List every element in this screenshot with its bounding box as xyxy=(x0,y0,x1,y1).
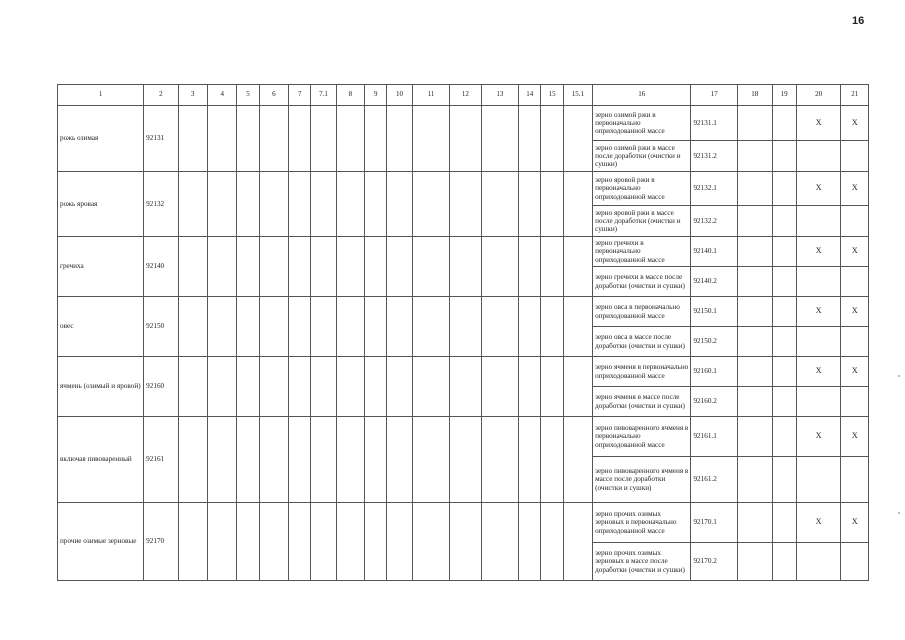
column-header: 18 xyxy=(738,85,772,106)
empty-cell xyxy=(208,503,237,581)
mark-cell-21: X xyxy=(841,297,869,327)
empty-cell xyxy=(738,297,772,327)
mark-cell-21 xyxy=(841,327,869,357)
column-header: 7.1 xyxy=(311,85,336,106)
empty-cell xyxy=(178,417,207,503)
empty-cell xyxy=(738,543,772,581)
empty-cell xyxy=(412,503,450,581)
column-header: 5 xyxy=(237,85,259,106)
table-row xyxy=(58,417,869,457)
mark-cell-21: X xyxy=(841,106,869,141)
mark-cell-20 xyxy=(796,141,841,172)
subcode-cell: 92160.1 xyxy=(691,357,738,387)
description-cell: зерно пивоваренного ячменя в первоначально оприходованной массе xyxy=(593,417,691,457)
crop-code-cell: 92131 xyxy=(144,106,178,172)
crop-code-cell: 92170 xyxy=(144,503,178,581)
crop-name-cell: ячмень (озимый и яровой) xyxy=(58,357,144,417)
empty-cell xyxy=(563,503,592,581)
empty-cell xyxy=(541,297,563,357)
empty-cell xyxy=(237,106,259,172)
empty-cell xyxy=(772,387,796,417)
table-row xyxy=(58,106,869,141)
crop-code-cell: 92161 xyxy=(144,417,178,503)
empty-cell xyxy=(450,237,481,297)
mark-cell-20 xyxy=(796,267,841,297)
empty-cell xyxy=(541,503,563,581)
empty-cell xyxy=(481,417,519,503)
empty-cell xyxy=(450,417,481,503)
empty-cell xyxy=(237,237,259,297)
empty-cell xyxy=(336,297,364,357)
empty-cell xyxy=(412,297,450,357)
empty-cell xyxy=(481,237,519,297)
description-cell: зерно ячменя в массе после доработки (очистки и сушки) xyxy=(593,387,691,417)
column-header: 19 xyxy=(772,85,796,106)
mark-cell-20 xyxy=(796,457,841,503)
empty-cell xyxy=(178,503,207,581)
subcode-cell: 92140.1 xyxy=(691,237,738,267)
empty-cell xyxy=(738,417,772,457)
column-header: 20 xyxy=(796,85,841,106)
empty-cell xyxy=(365,172,387,237)
empty-cell xyxy=(178,106,207,172)
empty-cell xyxy=(387,503,412,581)
empty-cell xyxy=(738,141,772,172)
empty-cell xyxy=(563,106,592,172)
description-cell: зерно прочих озимых зерновых в первоначально оприходованной массе xyxy=(593,503,691,543)
report-table xyxy=(57,84,869,581)
empty-cell xyxy=(772,297,796,327)
empty-cell xyxy=(772,503,796,543)
empty-cell xyxy=(178,237,207,297)
empty-cell xyxy=(311,172,336,237)
empty-cell xyxy=(387,357,412,417)
empty-cell xyxy=(208,297,237,357)
description-cell: зерно гречихи в первоначально оприходованной массе xyxy=(593,237,691,267)
empty-cell xyxy=(738,172,772,206)
empty-cell xyxy=(738,387,772,417)
description-cell: зерно ячменя в первоначально оприходованной массе xyxy=(593,357,691,387)
column-header: 15 xyxy=(541,85,563,106)
crop-name-cell: рожь яровая xyxy=(58,172,144,237)
empty-cell xyxy=(450,172,481,237)
subcode-cell: 92131.2 xyxy=(691,141,738,172)
column-header: 21 xyxy=(841,85,869,106)
empty-cell xyxy=(738,267,772,297)
mark-cell-20: X xyxy=(796,237,841,267)
table-row xyxy=(58,357,869,387)
description-cell: зерно яровой ржи в первоначально оприходованной массе xyxy=(593,172,691,206)
empty-cell xyxy=(519,237,541,297)
subcode-cell: 92170.1 xyxy=(691,503,738,543)
empty-cell xyxy=(738,327,772,357)
description-cell: зерно яровой ржи в массе после доработки (очистки и сушки) xyxy=(593,206,691,237)
empty-cell xyxy=(450,503,481,581)
column-header: 2 xyxy=(144,85,178,106)
empty-cell xyxy=(336,357,364,417)
table-row xyxy=(58,237,869,267)
description-cell: зерно озимой ржи в массе после доработки (очистки и сушки) xyxy=(593,141,691,172)
empty-cell xyxy=(772,543,796,581)
empty-cell xyxy=(519,503,541,581)
column-header: 12 xyxy=(450,85,481,106)
empty-cell xyxy=(336,237,364,297)
empty-cell xyxy=(481,106,519,172)
empty-cell xyxy=(208,357,237,417)
scan-speck xyxy=(898,375,900,377)
empty-cell xyxy=(541,106,563,172)
empty-cell xyxy=(289,417,311,503)
empty-cell xyxy=(387,417,412,503)
empty-cell xyxy=(519,297,541,357)
empty-cell xyxy=(289,172,311,237)
subcode-cell: 92160.2 xyxy=(691,387,738,417)
empty-cell xyxy=(178,297,207,357)
column-header: 17 xyxy=(691,85,738,106)
empty-cell xyxy=(178,172,207,237)
mark-cell-21 xyxy=(841,267,869,297)
mark-cell-20: X xyxy=(796,106,841,141)
empty-cell xyxy=(738,503,772,543)
empty-cell xyxy=(563,297,592,357)
page-number: 16 xyxy=(852,15,865,27)
empty-cell xyxy=(311,503,336,581)
description-cell: зерно пивоваренного ячменя в массе после доработки (очистки и сушки) xyxy=(593,457,691,503)
empty-cell xyxy=(289,357,311,417)
subcode-cell: 92170.2 xyxy=(691,543,738,581)
empty-cell xyxy=(237,417,259,503)
empty-cell xyxy=(738,457,772,503)
empty-cell xyxy=(481,503,519,581)
empty-cell xyxy=(259,297,288,357)
mark-cell-20: X xyxy=(796,503,841,543)
empty-cell xyxy=(289,237,311,297)
empty-cell xyxy=(519,357,541,417)
column-header: 15.1 xyxy=(563,85,592,106)
empty-cell xyxy=(450,106,481,172)
empty-cell xyxy=(365,503,387,581)
description-cell: зерно озимой ржи в первоначально оприходованной массе xyxy=(593,106,691,141)
empty-cell xyxy=(259,237,288,297)
subcode-cell: 92132.1 xyxy=(691,172,738,206)
empty-cell xyxy=(365,297,387,357)
empty-cell xyxy=(336,172,364,237)
empty-cell xyxy=(772,106,796,141)
empty-cell xyxy=(237,357,259,417)
empty-cell xyxy=(208,106,237,172)
empty-cell xyxy=(311,106,336,172)
empty-cell xyxy=(772,141,796,172)
mark-cell-21: X xyxy=(841,172,869,206)
empty-cell xyxy=(541,417,563,503)
empty-cell xyxy=(289,297,311,357)
empty-cell xyxy=(738,237,772,267)
empty-cell xyxy=(365,417,387,503)
crop-name-cell: рожь озимая xyxy=(58,106,144,172)
column-header: 16 xyxy=(593,85,691,106)
empty-cell xyxy=(563,357,592,417)
empty-cell xyxy=(563,237,592,297)
empty-cell xyxy=(311,297,336,357)
table-row xyxy=(58,172,869,206)
column-header: 3 xyxy=(178,85,207,106)
empty-cell xyxy=(772,237,796,267)
empty-cell xyxy=(519,172,541,237)
empty-cell xyxy=(412,357,450,417)
empty-cell xyxy=(412,106,450,172)
empty-cell xyxy=(387,172,412,237)
header-row xyxy=(58,85,869,106)
mark-cell-20: X xyxy=(796,357,841,387)
column-header: 6 xyxy=(259,85,288,106)
mark-cell-21 xyxy=(841,457,869,503)
empty-cell xyxy=(237,172,259,237)
empty-cell xyxy=(772,417,796,457)
empty-cell xyxy=(450,297,481,357)
empty-cell xyxy=(772,327,796,357)
empty-cell xyxy=(387,237,412,297)
empty-cell xyxy=(208,172,237,237)
table-row xyxy=(58,297,869,327)
subcode-cell: 92132.2 xyxy=(691,206,738,237)
subcode-cell: 92161.1 xyxy=(691,417,738,457)
description-cell: зерно овса в первоначально оприходованной массе xyxy=(593,297,691,327)
column-header: 1 xyxy=(58,85,144,106)
empty-cell xyxy=(519,417,541,503)
empty-cell xyxy=(541,172,563,237)
description-cell: зерно овса в массе после доработки (очистки и сушки) xyxy=(593,327,691,357)
empty-cell xyxy=(365,357,387,417)
mark-cell-21 xyxy=(841,543,869,581)
empty-cell xyxy=(541,357,563,417)
empty-cell xyxy=(365,237,387,297)
empty-cell xyxy=(336,503,364,581)
mark-cell-20 xyxy=(796,543,841,581)
crop-code-cell: 92132 xyxy=(144,172,178,237)
empty-cell xyxy=(738,206,772,237)
mark-cell-20 xyxy=(796,387,841,417)
empty-cell xyxy=(481,297,519,357)
subcode-cell: 92150.2 xyxy=(691,327,738,357)
empty-cell xyxy=(259,503,288,581)
empty-cell xyxy=(481,172,519,237)
subcode-cell: 92140.2 xyxy=(691,267,738,297)
empty-cell xyxy=(412,417,450,503)
empty-cell xyxy=(563,417,592,503)
empty-cell xyxy=(311,357,336,417)
mark-cell-21 xyxy=(841,206,869,237)
mark-cell-21: X xyxy=(841,357,869,387)
crop-code-cell: 92140 xyxy=(144,237,178,297)
column-header: 8 xyxy=(336,85,364,106)
empty-cell xyxy=(541,237,563,297)
empty-cell xyxy=(365,106,387,172)
empty-cell xyxy=(259,417,288,503)
empty-cell xyxy=(289,106,311,172)
empty-cell xyxy=(336,417,364,503)
mark-cell-21 xyxy=(841,387,869,417)
mark-cell-21 xyxy=(841,141,869,172)
column-header: 9 xyxy=(365,85,387,106)
crop-code-cell: 92150 xyxy=(144,297,178,357)
empty-cell xyxy=(481,357,519,417)
empty-cell xyxy=(738,106,772,141)
crop-name-cell: овес xyxy=(58,297,144,357)
column-header: 7 xyxy=(289,85,311,106)
description-cell: зерно прочих озимых зерновых в массе после доработки (очистки и сушки) xyxy=(593,543,691,581)
column-header: 11 xyxy=(412,85,450,106)
empty-cell xyxy=(259,106,288,172)
empty-cell xyxy=(412,237,450,297)
empty-cell xyxy=(738,357,772,387)
empty-cell xyxy=(311,237,336,297)
table-body xyxy=(58,106,869,581)
empty-cell xyxy=(387,297,412,357)
empty-cell xyxy=(208,237,237,297)
mark-cell-20 xyxy=(796,206,841,237)
mark-cell-21: X xyxy=(841,417,869,457)
column-header: 4 xyxy=(208,85,237,106)
empty-cell xyxy=(208,417,237,503)
column-header: 10 xyxy=(387,85,412,106)
mark-cell-21: X xyxy=(841,237,869,267)
column-header: 14 xyxy=(519,85,541,106)
mark-cell-21: X xyxy=(841,503,869,543)
empty-cell xyxy=(237,297,259,357)
mark-cell-20: X xyxy=(796,417,841,457)
empty-cell xyxy=(772,206,796,237)
empty-cell xyxy=(311,417,336,503)
subcode-cell: 92161.2 xyxy=(691,457,738,503)
empty-cell xyxy=(450,357,481,417)
empty-cell xyxy=(178,357,207,417)
empty-cell xyxy=(289,503,311,581)
empty-cell xyxy=(772,267,796,297)
description-cell: зерно гречихи в массе после доработки (очистки и сушки) xyxy=(593,267,691,297)
scan-speck xyxy=(898,512,900,514)
table-row xyxy=(58,503,869,543)
crop-name-cell: гречиха xyxy=(58,237,144,297)
crop-name-cell: включая пивоваренный xyxy=(58,417,144,503)
empty-cell xyxy=(772,457,796,503)
crop-name-cell: прочие озимые зерновые xyxy=(58,503,144,581)
empty-cell xyxy=(336,106,364,172)
empty-cell xyxy=(259,357,288,417)
mark-cell-20 xyxy=(796,327,841,357)
mark-cell-20: X xyxy=(796,297,841,327)
empty-cell xyxy=(519,106,541,172)
empty-cell xyxy=(772,172,796,206)
empty-cell xyxy=(412,172,450,237)
empty-cell xyxy=(259,172,288,237)
subcode-cell: 92131.1 xyxy=(691,106,738,141)
empty-cell xyxy=(563,172,592,237)
mark-cell-20: X xyxy=(796,172,841,206)
subcode-cell: 92150.1 xyxy=(691,297,738,327)
column-header: 13 xyxy=(481,85,519,106)
empty-cell xyxy=(772,357,796,387)
empty-cell xyxy=(387,106,412,172)
crop-code-cell: 92160 xyxy=(144,357,178,417)
empty-cell xyxy=(237,503,259,581)
